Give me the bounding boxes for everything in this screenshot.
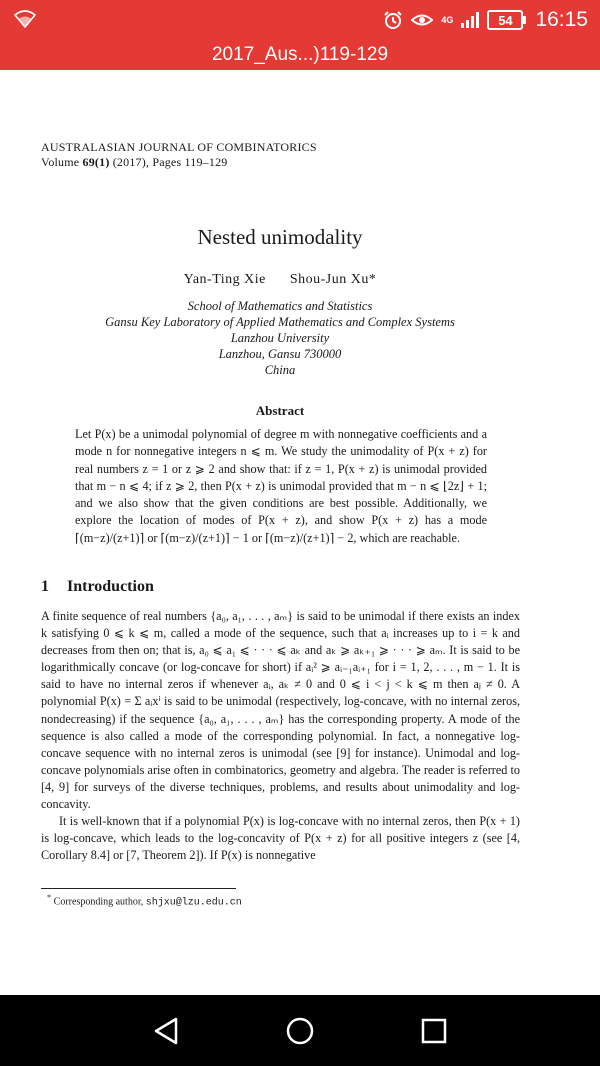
abstract-text: Let P(x) be a unimodal polynomial of degree m with nonnegative coefficients and a mode n for nonnegative integers n ⩽ m. We study the unimodality of P(x + z) for real numbers z = 1 or z ⩾ 2 and show that: if z = 1, P(x + z) is unimodal provided that m − n ⩽ 4; if z ⩾ 2, then P(x + z) is unimodal provided that m − n ⩽ ⌊2z⌋ + 1; and we also show that the given conditions are best possible. Additionally, we explore the location of modes of P(x + z), and show P(x + z) has a mode ⌈(m−z)/(z+1)⌉ or ⌈(m−z)/(z+1)⌉ − 1 or ⌈(m−z)/(z+1)⌉ − 2, which are reachable.: [75, 427, 487, 545]
section-title: Introduction: [67, 578, 154, 595]
abstract-heading: Abstract: [255, 403, 305, 418]
paragraph: It is well-known that if a polynomial P(x) is log-concave with no internal zeros, then P(x + 1) is log-concave, which leads to the log-concavity of P(x + z) for all positive integers z (see [4, Corollary 8.4] or [7, Theorem 2]). If P(x) is nonnegative: [41, 814, 520, 863]
affiliation-line: China: [264, 363, 296, 377]
author-name: Yan-Ting Xie: [183, 272, 266, 287]
navigation-bar: [0, 995, 600, 1066]
affiliation-line: Lanzhou, Gansu 730000: [218, 347, 342, 361]
home-button[interactable]: [282, 1013, 318, 1049]
footnote-rule: [41, 888, 236, 889]
network-type-label: 4G: [441, 14, 454, 25]
affiliation-line: Gansu Key Laboratory of Applied Mathematics and Complex Systems: [105, 315, 455, 329]
status-bar: [0, 0, 600, 40]
footnote: * Corresponding author, shjxu@lzu.edu.cn: [47, 893, 242, 909]
journal-volume: Volume 69(1) (2017), Pages 119–129: [41, 155, 228, 169]
author-name: Shou-Jun Xu*: [289, 272, 377, 287]
affiliation-line: School of Mathematics and Statistics: [187, 299, 373, 313]
alarm-icon: [383, 10, 403, 30]
home-circle-icon: [285, 1016, 315, 1046]
journal-name: AUSTRALASIAN JOURNAL OF COMBINATORICS: [41, 140, 317, 154]
recents-button[interactable]: [416, 1013, 452, 1049]
journal-header: [41, 140, 317, 170]
paper-title: Nested unimodality: [197, 225, 363, 249]
pdf-page[interactable]: [0, 70, 600, 995]
document-title-bar[interactable]: 2017_Aus...)119-129: [0, 40, 600, 70]
section-number: 1: [41, 578, 49, 595]
introduction-body: [41, 608, 520, 864]
signal-icon: [461, 12, 479, 28]
authors: [0, 272, 560, 288]
section-heading: [41, 578, 154, 596]
wifi-icon: [14, 10, 36, 33]
recents-square-icon: [420, 1017, 448, 1045]
affiliation-line: Lanzhou University: [230, 331, 330, 345]
email-link[interactable]: shjxu@lzu.edu.cn: [145, 897, 242, 909]
eye-comfort-icon: [411, 11, 433, 29]
affiliation: [0, 298, 560, 378]
back-button[interactable]: [148, 1013, 184, 1049]
paragraph: A finite sequence of real numbers {a₀, a₁, . . . , aₘ} is said to be unimodal if there exists an index k satisfying 0 ⩽ k ⩽ m, called a mode of the sequence, such that aᵢ increases up to i = k and decreases from then on; that is, a₀ ⩽ a₁ ⩽ · · · ⩽ aₖ and aₖ ⩾ aₖ₊₁ ⩾ · · · ⩾ aₘ. It is said to be logarithmically concave (or log-concave for short) if aᵢ² ⩾ aᵢ₋₁aᵢ₊₁ for i = 1, 2, . . . , m − 1. It is said to have no internal zeros if whenever aᵢ, aₖ ≠ 0 and 0 ⩽ i < j < k ⩽ m then aⱼ ≠ 0. A polynomial P(x) = Σ aᵢxⁱ is said to be unimodal (respectively, log-concave, with no internal zeros, nondecreasing) if the sequence {a₀, a₁, . . . , aₘ} has the corresponding property. A mode of the sequence is also called a mode of the corresponding polynomial. In fact, a nonnegative log-concave sequence with no internal zeros is unimodal (see [9] for instance). Unimodal and log-concave polynomials arise often in combinatorics, geometry and algebra. The reader is referred to [4, 9] for surveys of the diverse techniques, problems, and results about unimodality and log-concavity.: [41, 609, 520, 812]
back-triangle-icon: [152, 1016, 180, 1046]
clock: 16:15: [535, 8, 588, 31]
battery-indicator: 54: [487, 10, 523, 30]
